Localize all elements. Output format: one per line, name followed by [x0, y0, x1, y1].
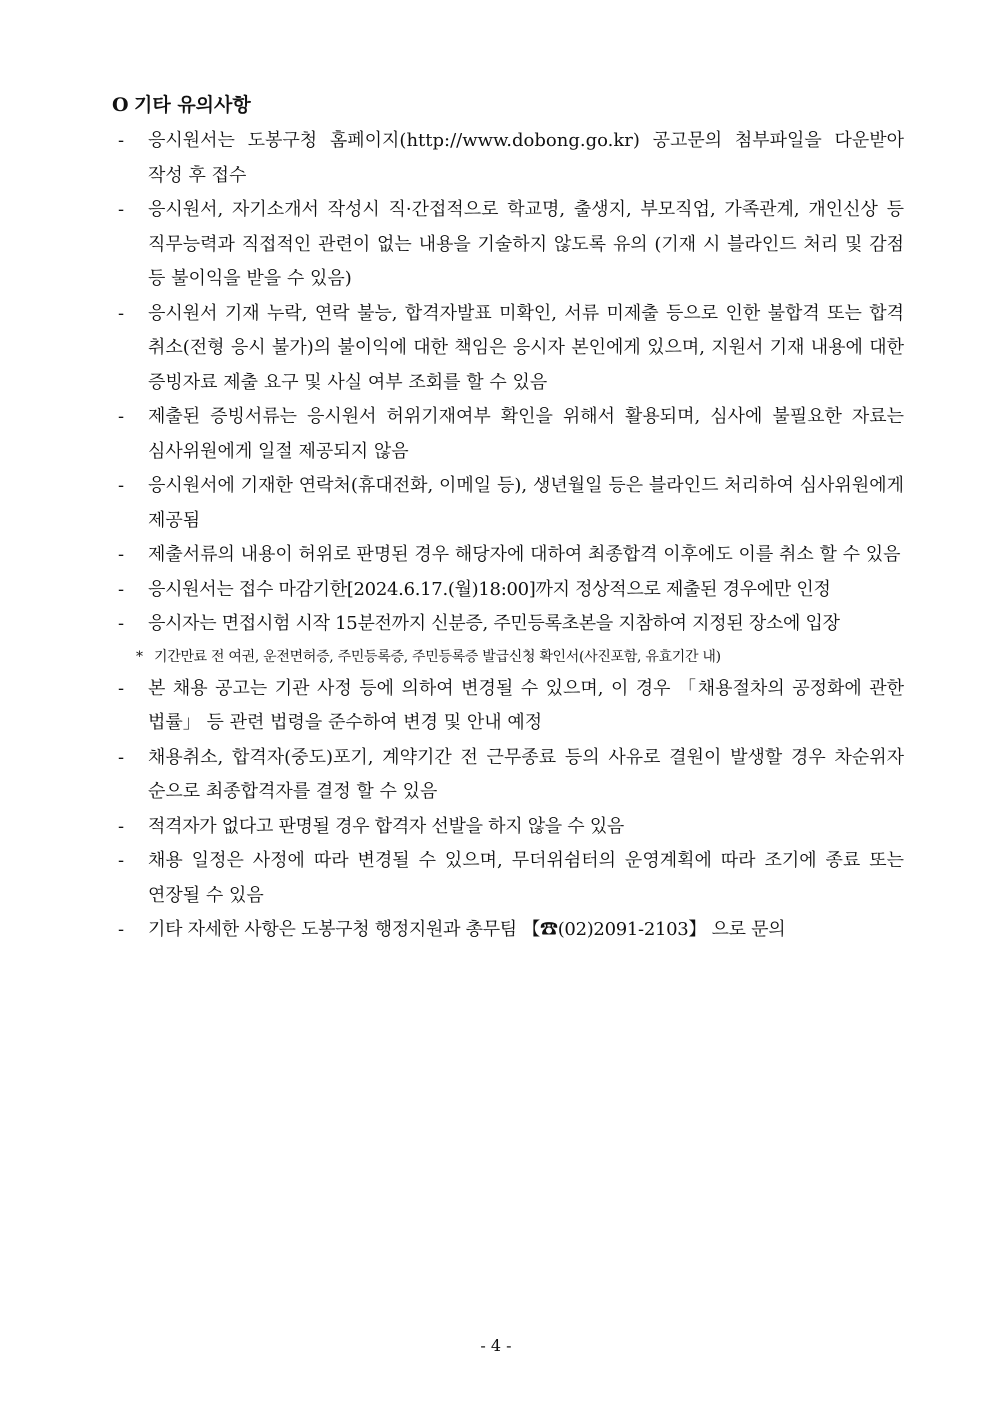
notice-text: 응시자는 면접시험 시작 15분전까지 신분증, 주민등록초본을 지참하여 지정된 장소에 입장	[148, 613, 840, 634]
list-bullet: -	[118, 850, 125, 871]
list-bullet: -	[118, 130, 125, 151]
notice-item-contact	[118, 913, 904, 948]
notice-text: 적격자가 없다고 판명될 경우 합격자 선발을 하지 않을 수 있음	[148, 815, 624, 837]
list-bullet: -	[118, 613, 124, 634]
notice-text: 제출서류의 내용이 허위로 판명된 경우 해당자에 대하여 최종합격 이후에도 이를 취소 할 수 있음	[148, 544, 901, 565]
list-bullet: -	[118, 199, 125, 220]
notice-item-evidence-documents	[118, 400, 904, 469]
notice-text: 응시원서 기재 누락, 연락 불능, 합격자발표 미확인, 서류 미제출 등으로 인한 불합격 또는 합격 취소(전형 응시 불가)의 불이익에 대한 책임은 응시자 본인에게 있으며, 지원서 기재 내용에 대한 증빙자료 제출 요구 및 사실 여부 조회를 할 수 있음	[148, 302, 904, 393]
page-number: - 4 -	[480, 1336, 512, 1355]
notice-item-applicant-responsibility	[118, 297, 904, 401]
notice-text: 본 채용 공고는 기관 사정 등에 의하여 변경될 수 있으며, 이 경우 「채용절차의 공정화에 관한 법률」 등 관련 법령을 준수하여 변경 및 안내 예정	[148, 677, 904, 733]
notice-item-no-qualified-candidate	[118, 810, 904, 845]
notice-text: 응시원서, 자기소개서 작성시 직·간접적으로 학교명, 출생지, 부모직업, 가족관계, 개인신상 등 직무능력과 직접적인 관련이 없는 내용을 기술하지 않도록 유의 (기재 시 블라인드 처리 및 감점 등 불이익을 받을 수 있음)	[148, 199, 904, 289]
notice-item-blind-processing	[118, 469, 904, 538]
list-bullet: -	[118, 815, 124, 837]
notice-item-false-documents	[118, 538, 904, 573]
section-title: 기타 유의사항	[134, 94, 251, 116]
note-marker: *	[136, 648, 143, 665]
notice-text: 채용취소, 합격자(중도)포기, 계약기간 전 근무종료 등의 사유로 결원이 발생할 경우 차순위자 순으로 최종합격자를 결정 할 수 있음	[148, 746, 904, 802]
list-bullet: -	[118, 746, 125, 768]
notice-item-interview-entry	[118, 607, 904, 642]
notice-text: 기타 자세한 사항은 도봉구청 행정지원과 총무팀 【☎(02)2091-2103】 으로 문의	[148, 919, 786, 940]
notice-text: 응시원서에 기재한 연락처(휴대전화, 이메일 등), 생년월일 등은 블라인드 처리하여 심사위원에게 제공됨	[148, 475, 904, 531]
notice-text: 채용 일정은 사정에 따라 변경될 수 있으며, 무더위쉼터의 운영계획에 따라 조기에 종료 또는 연장될 수 있음	[148, 850, 904, 906]
notice-item-personal-info-caution	[118, 193, 904, 297]
notice-list	[118, 124, 904, 948]
section-marker: O	[112, 94, 129, 116]
id-document-note	[118, 642, 904, 672]
notice-item-application-download	[118, 124, 904, 193]
section-heading	[112, 92, 251, 118]
list-bullet: -	[118, 406, 125, 427]
list-bullet: -	[118, 677, 125, 699]
notice-item-deadline	[118, 573, 904, 608]
notice-item-vacancy-replacement	[118, 741, 904, 810]
notice-item-announcement-change	[118, 672, 904, 741]
list-bullet: -	[118, 475, 125, 496]
notice-text: 응시원서는 도봉구청 홈페이지(http://www.dobong.go.kr) 공고문의 첨부파일을 다운받아 작성 후 접수	[148, 130, 904, 186]
list-bullet: -	[118, 578, 124, 600]
notice-text: 응시원서는 접수 마감기한[2024.6.17.(월)18:00]까지 정상적으로 제출된 경우에만 인정	[148, 578, 831, 600]
note-text: 기간만료 전 여권, 운전면허증, 주민등록증, 주민등록증 발급신청 확인서(사진포함, 유효기간 내)	[154, 648, 721, 665]
notice-item-schedule-change	[118, 844, 904, 913]
list-bullet: -	[118, 544, 125, 565]
list-bullet: -	[118, 919, 124, 940]
list-bullet: -	[118, 302, 125, 324]
notice-text: 제출된 증빙서류는 응시원서 허위기재여부 확인을 위해서 활용되며, 심사에 불필요한 자료는 심사위원에게 일절 제공되지 않음	[148, 406, 904, 462]
